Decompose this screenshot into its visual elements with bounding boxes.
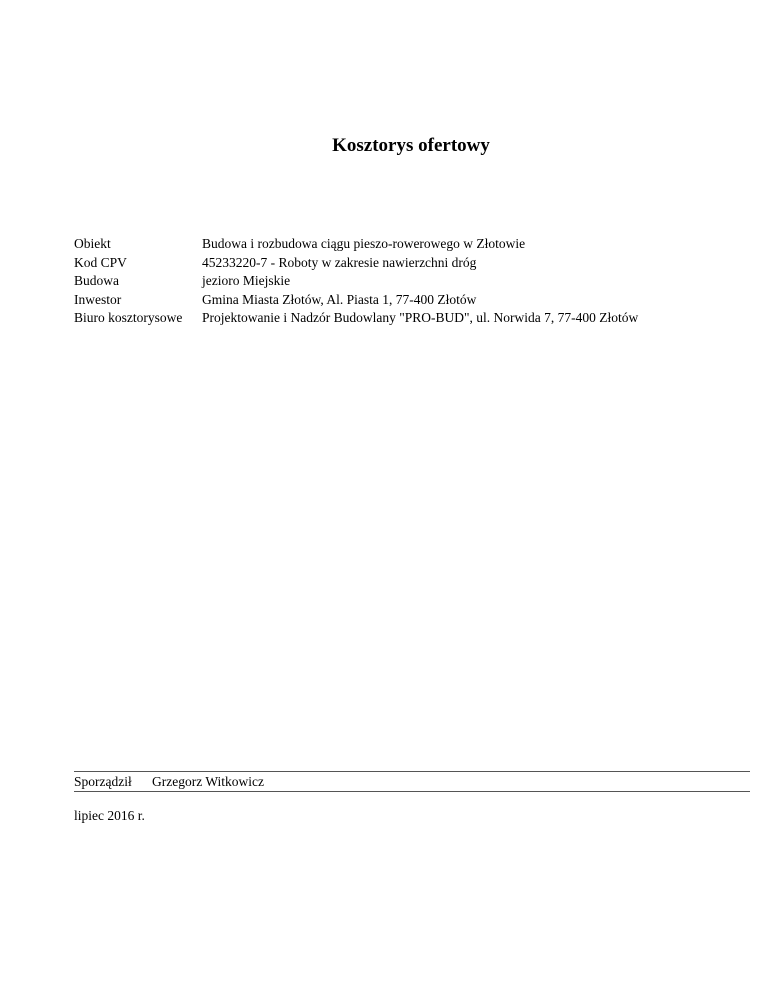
info-value: Budowa i rozbudowa ciągu pieszo-rowerowego w Złotowie	[202, 236, 526, 251]
info-row-budowa	[74, 272, 638, 291]
info-table	[74, 235, 638, 328]
signature-block	[74, 771, 750, 792]
info-value: jezioro Miejskie	[202, 273, 291, 289]
info-label: Kod CPV	[74, 254, 127, 270]
info-label: Obiekt	[74, 236, 111, 251]
document-date: lipiec 2016 r.	[74, 808, 145, 823]
info-row-biuro-kosztorysowe	[74, 309, 638, 328]
info-row-inwestor	[74, 291, 638, 310]
info-value: Projektowanie i Nadzór Budowlany "PRO-BUD", ul. Norwida 7, 77-400 Złotów	[202, 310, 639, 326]
info-value: 45233220-7 - Roboty w zakresie nawierzchni dróg	[202, 254, 477, 270]
prepared-by-label: Sporządził	[74, 773, 132, 789]
info-label: Inwestor	[74, 291, 122, 307]
info-label: Biuro kosztorysowe	[74, 310, 183, 326]
info-label: Budowa	[74, 273, 119, 289]
page-title: Kosztorys ofertowy	[332, 135, 490, 156]
info-value: Gmina Miasta Złotów, Al. Piasta 1, 77-400 Złotów	[202, 291, 477, 307]
info-row-obiekt	[74, 235, 638, 254]
prepared-by-name: Grzegorz Witkowicz	[152, 773, 265, 789]
info-row-kod-cpv	[74, 254, 638, 273]
